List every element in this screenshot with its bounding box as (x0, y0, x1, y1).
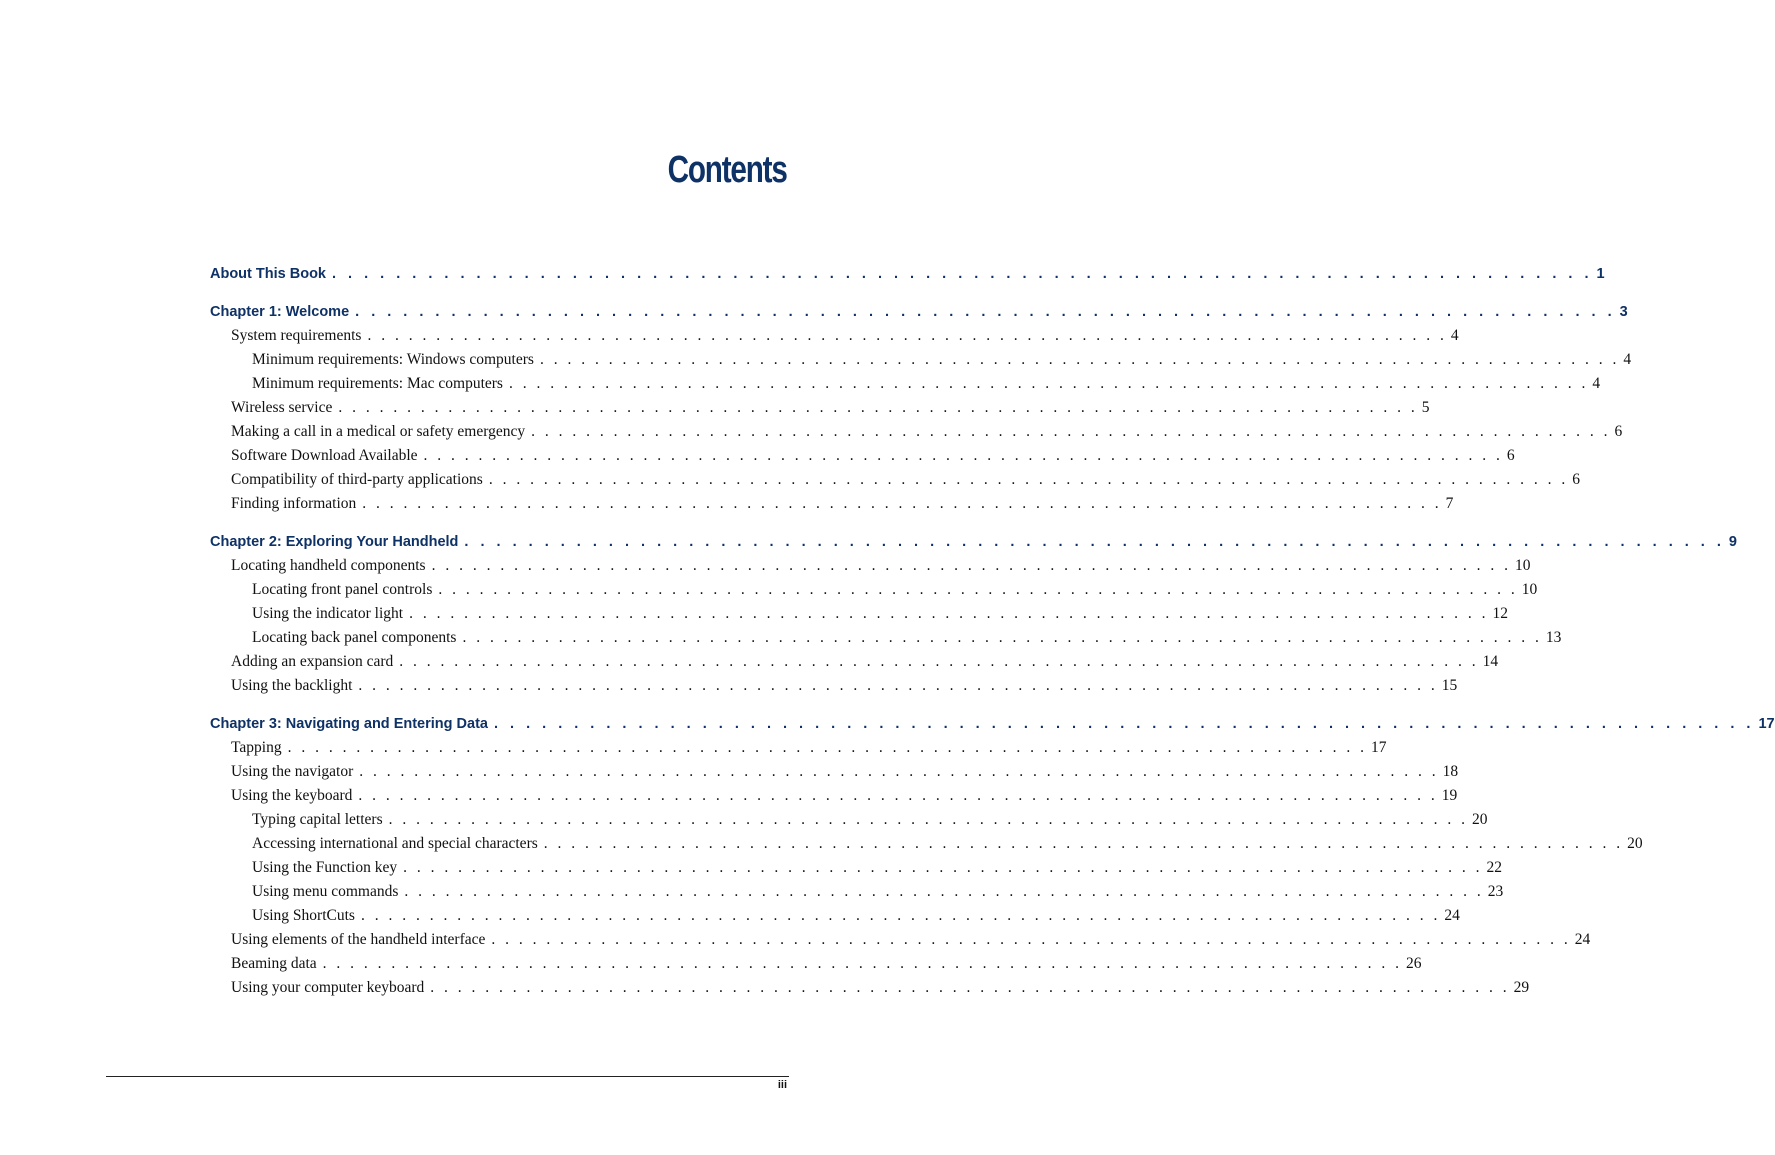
toc-entry[interactable] (210, 808, 1488, 832)
toc-entry-label: Locating handheld components (231, 557, 426, 574)
toc-entry-page: 12 (1492, 605, 1508, 622)
toc-entry-label: Adding an expansion card (231, 653, 394, 670)
toc-entry-label: Using elements of the handheld interface (231, 931, 486, 948)
toc-entry-page: 10 (1521, 581, 1538, 598)
toc-entry-label: Finding information (231, 495, 357, 512)
toc-entry-page: 5 (1421, 399, 1430, 416)
toc-entry[interactable] (210, 626, 1562, 650)
dot-leader: . . . . . . . . . . . . . . . . . . . . . . . . . . . . . . . . . . . . . . . . . . . . . . . . . . . . . . . . . . . . . . . . . . . . . . . . . . . . . . . (543, 835, 1624, 852)
toc-entry[interactable] (210, 324, 1459, 348)
toc-entry[interactable] (210, 578, 1538, 602)
toc-entry[interactable] (210, 832, 1643, 856)
dot-leader: . . . . . . . . . . . . . . . . . . . . . . . . . . . . . . . . . . . . . . . . . . . . . . . . . . . . . . . . . . . . . . . . . . . . . . . . . . . . . . . (491, 931, 1571, 948)
toc-entry-label: Accessing international and special characters (252, 835, 538, 852)
dot-leader: . . . . . . . . . . . . . . . . . . . . . . . . . . . . . . . . . . . . . . . . . . . . . . . . . . . . . . . . . . . . . . . . . . . . . . . . . . . . . . . (287, 739, 1367, 756)
toc-entry-page: 24 (1444, 907, 1460, 924)
toc-entry-label: Typing capital letters (252, 811, 383, 828)
toc-entry[interactable] (210, 650, 1499, 674)
toc-entry-label: Using your computer keyboard (231, 979, 425, 996)
toc-entry-page: 23 (1487, 883, 1504, 900)
toc-entry-page: 17 (1758, 716, 1775, 732)
toc-entry-page: 4 (1592, 375, 1601, 392)
toc-entry-page: 6 (1614, 423, 1623, 440)
section-gap (210, 698, 787, 712)
toc-entry[interactable] (210, 880, 1504, 904)
dot-leader: . . . . . . . . . . . . . . . . . . . . . . . . . . . . . . . . . . . . . . . . . . . . . . . . . . . . . . . . . . . . . . . . . . . . . . . . . . . . . . . (399, 653, 1479, 670)
toc-entry[interactable] (210, 760, 1459, 784)
toc-entry-label: System requirements (231, 327, 362, 344)
dot-leader: . . . . . . . . . . . . . . . . . . . . . . . . . . . . . . . . . . . . . . . . . . . . . . . . . . . . . . . . . . . . . . . . . . . . . . . . . . . . . . . (431, 557, 1511, 574)
toc-entry-page: 22 (1486, 859, 1502, 876)
dot-leader: . . . . . . . . . . . . . . . . . . . . . . . . . . . . . . . . . . . . . . . . . . . . . . . . . . . . . . . . . . . . . . . . . . . . . . . . . . . . . . . (409, 605, 1489, 622)
toc-entry-label: Making a call in a medical or safety emergency (231, 423, 526, 440)
toc-entry-page: 20 (1472, 811, 1488, 828)
section-gap (210, 516, 787, 530)
toc-chapter-entry[interactable] (210, 530, 1737, 554)
toc-entry-page: 1 (1596, 266, 1605, 282)
dot-leader: . . . . . . . . . . . . . . . . . . . . . . . . . . . . . . . . . . . . . . . . . . . . . . . . . . . . . . . . . . . . . . . . . . . . . . . . . . . . . . . (493, 716, 1755, 732)
dot-leader: . . . . . . . . . . . . . . . . . . . . . . . . . . . . . . . . . . . . . . . . . . . . . . . . . . . . . . . . . . . . . . . . . . . . . . . . . . . . . . . (367, 327, 1447, 344)
toc-entry-page: 24 (1574, 931, 1591, 948)
toc-entry-page: 17 (1370, 739, 1387, 756)
toc-entry-label: Tapping (231, 739, 282, 756)
table-of-contents (210, 262, 1775, 1000)
toc-entry[interactable] (210, 444, 1515, 468)
toc-entry-page: 29 (1513, 979, 1530, 996)
toc-entry[interactable] (210, 952, 1422, 976)
toc-entry[interactable] (210, 928, 1591, 952)
toc-entry-label: Chapter 3: Navigating and Entering Data (210, 716, 488, 732)
toc-entry-page: 19 (1441, 787, 1458, 804)
toc-entry[interactable] (210, 736, 1387, 760)
toc-entry-page: 13 (1545, 629, 1562, 646)
toc-entry-label: Chapter 1: Welcome (210, 304, 350, 320)
dot-leader: . . . . . . . . . . . . . . . . . . . . . . . . . . . . . . . . . . . . . . . . . . . . . . . . . . . . . . . . . . . . . . . . . . . . . . . . . . . . . . . (359, 763, 1439, 780)
toc-entry[interactable] (210, 396, 1430, 420)
toc-entry[interactable] (210, 976, 1530, 1000)
toc-entry-page: 10 (1514, 557, 1531, 574)
dot-leader: . . . . . . . . . . . . . . . . . . . . . . . . . . . . . . . . . . . . . . . . . . . . . . . . . . . . . . . . . . . . . . . . . . . . . . . . . . . . . . . (404, 883, 1484, 900)
section-gap (210, 286, 787, 300)
toc-entry[interactable] (210, 904, 1460, 928)
dot-leader: . . . . . . . . . . . . . . . . . . . . . . . . . . . . . . . . . . . . . . . . . . . . . . . . . . . . . . . . . . . . . . . . . . . . . . . . . . . . . . . (403, 859, 1483, 876)
toc-entry-label: Wireless service (231, 399, 333, 416)
toc-entry-page: 18 (1442, 763, 1459, 780)
toc-chapter-entry[interactable] (210, 712, 1775, 736)
dot-leader: . . . . . . . . . . . . . . . . . . . . . . . . . . . . . . . . . . . . . . . . . . . . . . . . . . . . . . . . . . . . . . . . . . . . . . . . . . . . . . . (539, 351, 1620, 368)
dot-leader: . . . . . . . . . . . . . . . . . . . . . . . . . . . . . . . . . . . . . . . . . . . . . . . . . . . . . . . . . . . . . . . . . . . . . . . . . . . . . . . (332, 266, 1593, 282)
dot-leader: . . . . . . . . . . . . . . . . . . . . . . . . . . . . . . . . . . . . . . . . . . . . . . . . . . . . . . . . . . . . . . . . . . . . . . . . . . . . . . . (430, 979, 1510, 996)
toc-entry-label: Software Download Available (231, 447, 418, 464)
toc-entry[interactable] (210, 348, 1632, 372)
dot-leader: . . . . . . . . . . . . . . . . . . . . . . . . . . . . . . . . . . . . . . . . . . . . . . . . . . . . . . . . . . . . . . . . . . . . . . . . . . . . . . . (464, 534, 1725, 550)
toc-entry-label: Minimum requirements: Mac computers (252, 375, 503, 392)
dot-leader: . . . . . . . . . . . . . . . . . . . . . . . . . . . . . . . . . . . . . . . . . . . . . . . . . . . . . . . . . . . . . . . . . . . . . . . . . . . . . . . (462, 629, 1542, 646)
dot-leader: . . . . . . . . . . . . . . . . . . . . . . . . . . . . . . . . . . . . . . . . . . . . . . . . . . . . . . . . . . . . . . . . . . . . . . . . . . . . . . . (531, 423, 1611, 440)
toc-entry-label: Locating back panel components (252, 629, 457, 646)
toc-entry-page: 26 (1406, 955, 1422, 972)
toc-entry-label: Using ShortCuts (252, 907, 355, 924)
toc-entry-page: 20 (1627, 835, 1643, 852)
toc-entry-label: Locating front panel controls (252, 581, 433, 598)
dot-leader: . . . . . . . . . . . . . . . . . . . . . . . . . . . . . . . . . . . . . . . . . . . . . . . . . . . . . . . . . . . . . . . . . . . . . . . . . . . . . . . (488, 471, 1569, 488)
toc-entry-label: Using the keyboard (231, 787, 353, 804)
toc-entry-label: Using the navigator (231, 763, 354, 780)
toc-entry-page: 15 (1441, 677, 1458, 694)
dot-leader: . . . . . . . . . . . . . . . . . . . . . . . . . . . . . . . . . . . . . . . . . . . . . . . . . . . . . . . . . . . . . . . . . . . . . . . . . . . . . . . (358, 677, 1438, 694)
dot-leader: . . . . . . . . . . . . . . . . . . . . . . . . . . . . . . . . . . . . . . . . . . . . . . . . . . . . . . . . . . . . . . . . . . . . . . . . . . . . . . . (360, 907, 1441, 924)
toc-entry[interactable] (210, 856, 1502, 880)
toc-entry-label: Using the indicator light (252, 605, 404, 622)
toc-entry-label: Using the backlight (231, 677, 353, 694)
toc-entry-page: 14 (1482, 653, 1499, 670)
toc-chapter-entry[interactable] (210, 262, 1605, 286)
dot-leader: . . . . . . . . . . . . . . . . . . . . . . . . . . . . . . . . . . . . . . . . . . . . . . . . . . . . . . . . . . . . . . . . . . . . . . . . . . . . . . . (362, 495, 1442, 512)
toc-entry-page: 6 (1572, 471, 1580, 488)
toc-entry-label: Minimum requirements: Windows computers (252, 351, 534, 368)
dot-leader: . . . . . . . . . . . . . . . . . . . . . . . . . . . . . . . . . . . . . . . . . . . . . . . . . . . . . . . . . . . . . . . . . . . . . . . . . . . . . . . (355, 304, 1616, 320)
toc-entry-page: 7 (1445, 495, 1454, 512)
toc-entry[interactable] (210, 468, 1580, 492)
dot-leader: . . . . . . . . . . . . . . . . . . . . . . . . . . . . . . . . . . . . . . . . . . . . . . . . . . . . . . . . . . . . . . . . . . . . . . . . . . . . . . . (358, 787, 1438, 804)
toc-entry-label: Beaming data (231, 955, 317, 972)
dot-leader: . . . . . . . . . . . . . . . . . . . . . . . . . . . . . . . . . . . . . . . . . . . . . . . . . . . . . . . . . . . . . . . . . . . . . . . . . . . . . . . (388, 811, 1468, 828)
toc-entry-label: Chapter 2: Exploring Your Handheld (210, 534, 459, 550)
toc-entry-page: 4 (1450, 327, 1459, 344)
toc-entry-label: Using the Function key (252, 859, 398, 876)
toc-entry[interactable] (210, 602, 1508, 626)
dot-leader: . . . . . . . . . . . . . . . . . . . . . . . . . . . . . . . . . . . . . . . . . . . . . . . . . . . . . . . . . . . . . . . . . . . . . . . . . . . . . . . (338, 399, 1418, 416)
toc-entry-label: Using menu commands (252, 883, 399, 900)
page-title: Contents (667, 149, 787, 191)
page-number: iii (777, 1079, 787, 1091)
toc-chapter-entry[interactable] (210, 300, 1628, 324)
toc-entry-page: 9 (1728, 534, 1737, 550)
toc-entry-label: Compatibility of third-party applications (231, 471, 483, 488)
dot-leader: . . . . . . . . . . . . . . . . . . . . . . . . . . . . . . . . . . . . . . . . . . . . . . . . . . . . . . . . . . . . . . . . . . . . . . . . . . . . . . . (423, 447, 1503, 464)
dot-leader: . . . . . . . . . . . . . . . . . . . . . . . . . . . . . . . . . . . . . . . . . . . . . . . . . . . . . . . . . . . . . . . . . . . . . . . . . . . . . . . (438, 581, 1518, 598)
toc-entry-page: 3 (1619, 304, 1628, 320)
toc-entry[interactable] (210, 420, 1623, 444)
toc-entry[interactable] (210, 554, 1531, 578)
toc-entry[interactable] (210, 784, 1458, 808)
toc-entry[interactable] (210, 674, 1458, 698)
footer-rule (106, 1076, 789, 1077)
toc-entry[interactable] (210, 492, 1454, 516)
toc-entry[interactable] (210, 372, 1601, 396)
dot-leader: . . . . . . . . . . . . . . . . . . . . . . . . . . . . . . . . . . . . . . . . . . . . . . . . . . . . . . . . . . . . . . . . . . . . . . . . . . . . . . . (322, 955, 1403, 972)
toc-entry-page: 6 (1506, 447, 1515, 464)
toc-entry-label: About This Book (210, 266, 326, 282)
dot-leader: . . . . . . . . . . . . . . . . . . . . . . . . . . . . . . . . . . . . . . . . . . . . . . . . . . . . . . . . . . . . . . . . . . . . . . . . . . . . . . . (508, 375, 1589, 392)
toc-entry-page: 4 (1623, 351, 1632, 368)
